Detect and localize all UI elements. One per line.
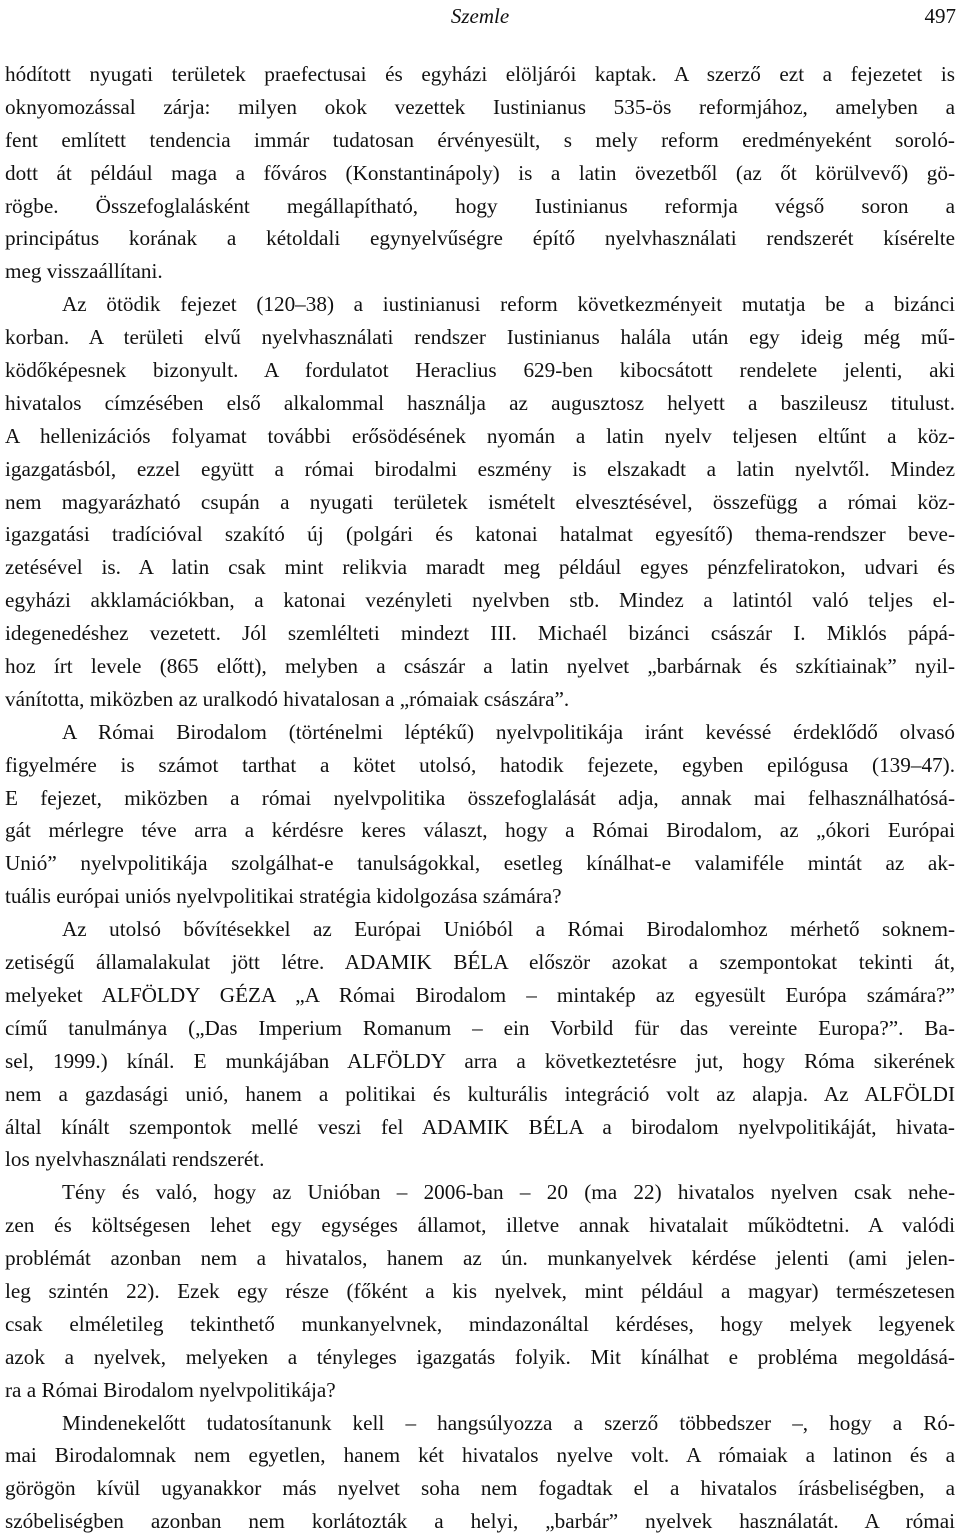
text-line: igazgatási tradícióval szakító új (polgári és katonai hatalmat egyesítő) thema-rendszer beve- <box>5 522 955 547</box>
text-line: A Római Birodalom (történelmi léptékű) nyelvpolitikája iránt kevéssé érdeklődő olvasó <box>62 719 955 744</box>
text-line: csak elméletileg tekinthető munkanyelvnek, mindazonáltal kérdéses, hogy melyek legyenek <box>5 1311 955 1336</box>
text-line: hivatalos címzésében első alkalommal használja az augusztosz helyett a baszileusz titulust. <box>5 390 955 415</box>
text-line: igazgatásból, ezzel együtt a római birodalmi eszmény is elszakadt a latin nyelvtől. Mindez <box>5 456 955 481</box>
running-head: Szemle <box>450 4 510 28</box>
text-line: dott át például maga a főváros (Konstantinápoly) is a latin övezetből (az őt körülvevő) gö- <box>5 160 955 185</box>
page-number: 497 <box>924 4 956 28</box>
text-line: nem a gazdasági unió, hanem a politikai és kulturális integráció volt az alapja. Az ALFÖLDI <box>5 1081 955 1106</box>
text-line: korban. A területi elvű nyelvhasználati rendszer Iustinianus halála után egy ideig még mű- <box>5 325 955 350</box>
text-line: Tény és való, hogy az Unióban – 2006-ban – 20 (ma 22) hivatalos nyelven csak nehe- <box>62 1180 955 1205</box>
text-line: zen és költségesen lehet egy egységes államot, illetve annak hivatalait működtetni. A valódi <box>5 1213 955 1238</box>
text-line: ra a Római Birodalom nyelvpolitikája? <box>5 1377 336 1402</box>
text-line: Unió” nyelvpolitikája szolgálhat-e tanulságokkal, esetleg kínálhat-e valamiféle mintát az ak- <box>5 851 955 876</box>
text-line: azok a nyelvek, melyeken a tényleges igazgatás folyik. Mit kínálhat e probléma megoldásá- <box>5 1344 955 1369</box>
text-line: melyeket ALFÖLDY GÉZA „A Római Birodalom – mintakép az egyesült Európa számára?” <box>5 982 955 1007</box>
text-line: rögbe. Összefoglalásként megállapítható, hogy Iustinianus reformja végső soron a <box>5 193 955 218</box>
text-line: A hellenizációs folyamat további erősödésének nyomán a latin nyelv teljesen eltűnt a köz- <box>5 423 955 448</box>
text-line: leg szintén 22). Ezek egy része (főként a kis nyelvek, mint például a magyar) természetesen <box>5 1278 955 1303</box>
text-line: figyelmére is számot tarthat a kötet utolsó, hatodik fejezete, egyben epilógusa (139–47). <box>5 752 955 777</box>
text-line: hoz írt levele (865 előtt), melyben a császár a latin nyelvet „barbárnak és szkítiainak” nyil- <box>5 654 955 679</box>
text-line: oknyomozással zárja: milyen okok vezettek Iustinianus 535-ös reformjához, amelyben a <box>5 94 955 119</box>
text-line: meg visszaállítani. <box>5 259 163 284</box>
text-line: tuális európai uniós nyelvpolitikai stratégia kidolgozása számára? <box>5 884 562 909</box>
text-line: nem magyarázható csupán a nyugati területek ismételt elvesztésével, összefügg a római köz- <box>5 489 955 514</box>
text-line: szóbeliségben azonban nem korlátozták a helyi, „barbár” nyelvek használatát. A római <box>5 1509 955 1534</box>
text-line: los nyelvhasználati rendszerét. <box>5 1147 265 1172</box>
text-line: egyházi akklamációkban, a katonai vezényleti nyelvben stb. Mindez a latintól való teljes el- <box>5 588 955 613</box>
text-line: című tanulmánya („Das Imperium Romanum – ein Vorbild für das vereinte Europa?”. Ba- <box>5 1015 955 1040</box>
text-line: principátus korának a kétoldali egynyelvűségre építő nyelvhasználati rendszerét kísérelte <box>5 226 955 251</box>
text-line: zetésével is. A latin csak mint relikvia maradt meg például egyes pénzfeliratokon, udvari és <box>5 555 955 580</box>
text-line: vánította, miközben az uralkodó hivatalosan a „rómaiak császára”. <box>5 686 570 711</box>
page-header <box>0 2 958 30</box>
text-line: idegenedéshez vezetett. Jól szemlélteti mindezt III. Michaél bizánci császár I. Miklós pápá- <box>5 621 955 646</box>
text-line: mai Birodalomnak nem egyetlen, hanem két hivatalos nyelve volt. A rómaiak a latinon és a <box>5 1443 955 1468</box>
text-line: sel, 1999.) kínál. E munkájában ALFÖLDY arra a következtetésre jut, hogy Róma sikerének <box>5 1048 955 1073</box>
text-line: gát mérlegre téve arra a kérdésre keres választ, hogy a Római Birodalom, az „ókori Európai <box>5 818 955 843</box>
text-line: problémát azonban nem a hivatalos, hanem az ún. munkanyelvek kérdése jelenti (ami jelen- <box>5 1246 955 1271</box>
text-line: E fejezet, miközben a római nyelvpolitika összefoglalását adja, annak mai felhasználhatósá- <box>5 785 955 810</box>
text-line: görögön kívül ugyanakkor más nyelvet soha nem fogadtak el a hivatalos írásbeliségben, a <box>5 1476 955 1501</box>
text-line: ködőképesnek bizonyult. A fordulatot Heraclius 629-ben kibocsátott rendelete jelenti, aki <box>5 358 955 383</box>
text-line: Az utolsó bővítésekkel az Európai Unióból a Római Birodalomhoz mérhető soknem- <box>62 917 955 942</box>
text-line: fent említett tendencia immár tudatosan érvényesült, s mely reform eredményeként soroló- <box>5 127 955 152</box>
body-text <box>5 58 955 1538</box>
text-line: Az ötödik fejezet (120–38) a iustinianusi reform következményeit mutatja be a bizánci <box>62 292 955 317</box>
text-line: által kínált szempontok mellé veszi fel ADAMIK BÉLA a birodalom nyelvpolitikáját, hivata- <box>5 1114 955 1139</box>
text-line: zetiségű államalakulat jött létre. ADAMIK BÉLA először azokat a szempontokat tekinti át, <box>5 950 955 975</box>
text-line: Mindenekelőtt tudatosítanunk kell – hangsúlyozza a szerző többedszer –, hogy a Ró- <box>62 1410 955 1435</box>
text-line: hódított nyugati területek praefectusai és egyházi elöljárói kaptak. A szerző ezt a fejezetet is <box>5 62 955 86</box>
